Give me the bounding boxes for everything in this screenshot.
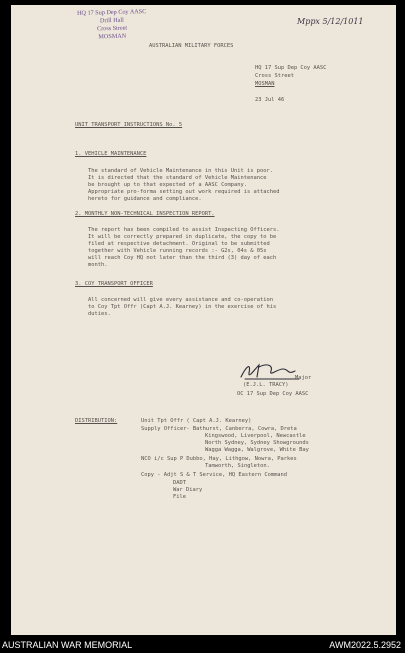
section-1-heading: 1. VEHICLE MAINTENANCE [75, 151, 147, 157]
section-2-line: filed at respective detachment. Original to be submitted [88, 241, 270, 247]
section-3-heading: 3. COY TRANSPORT OFFICER [75, 281, 153, 287]
address-line-1: HQ 17 Sup Dep Coy AASC [255, 65, 327, 71]
distribution-line: Tamworth, Singleton. [205, 463, 270, 469]
handwritten-ref: Mppx 5/12/1011 [297, 17, 364, 26]
section-1-line: be brought up to that expected of a AASC Company. [88, 182, 248, 188]
distribution-line: Wagga Wagga, Walgrove, White Bay [205, 447, 309, 453]
section-3-line: to Coy Tpt Offr (Capt A.J. Kearney) in the exercise of his [88, 304, 277, 310]
section-1-line: Appropriate pro-forma setting out work required is attached [88, 189, 280, 195]
document-page [11, 5, 396, 635]
unit-stamp [64, 8, 161, 43]
stamp-line: HQ 17 Sup Dep Coy AASC [76, 8, 147, 17]
stamp-line: MOSMAN [98, 32, 127, 41]
section-2-line: The report has been compiled to assist Inspecting Officers. [88, 227, 280, 233]
signatory-role: OC 17 Sup Dep Coy AASC [237, 391, 309, 397]
distribution-line: Kingswood, Liverpool, Newcastle [205, 433, 306, 439]
distribution-line: War Diary [173, 487, 203, 493]
distribution-line: North Sydney, Sydney Showgrounds [205, 440, 309, 446]
section-3-line: duties. [88, 311, 111, 317]
stamp-line: Drill Hall [99, 16, 124, 25]
section-2-line: will reach Coy HQ not later than the third (3) day of each [88, 255, 277, 261]
org-header: AUSTRALIAN MILITARY FORCES [149, 43, 234, 49]
section-2-line: It will be correctly prepared in duplicate, the copy to be [88, 234, 277, 240]
section-3-line: All concerned will give every assistance and co-operation [88, 297, 273, 303]
distribution-line: DADT [173, 480, 186, 486]
section-2-line: month. [88, 262, 108, 268]
distribution-line: File [173, 494, 186, 500]
stamp-line: Cross Street [96, 24, 128, 33]
address-line-2: Cross Street [255, 73, 294, 79]
section-1-line: hereto for guidance and compliance. [88, 196, 202, 202]
distribution-label: DISTRIBUTION: [75, 418, 118, 424]
section-1-line: It is directed that the standard of Vehicle Maintenance [88, 175, 267, 181]
archive-footer [0, 637, 405, 653]
signatory-name: (E.J.L. TRACY) [243, 382, 289, 388]
letter-date: 23 Jul 46 [255, 97, 285, 103]
distribution-line: Supply Officer- Bathurst, Canberra, Cowra, Dreta [141, 426, 297, 432]
address-line-3: MOSMAN [255, 81, 275, 87]
distribution-line: NCO i/c Sup P Dubbo, Hay, Lithgow, Nowra, Parkes [141, 456, 297, 462]
archive-name: AUSTRALIAN WAR MEMORIAL [2, 640, 133, 650]
signatory-rank: Major [295, 375, 312, 381]
distribution-line: Copy - Adjt S & T Service, HQ Eastern Command [141, 472, 288, 478]
document-title: UNIT TRANSPORT INSTRUCTIONS No. 5 [75, 122, 183, 128]
section-1-line: The standard of Vehicle Maintenance in this Unit is poor. [88, 168, 273, 174]
archive-accession-number: AWM2022.5.2952 [329, 640, 401, 650]
section-2-heading: 2. MONTHLY NON-TECHNICAL INSPECTION REPORT. [75, 211, 215, 217]
section-2-line: together with Vehicle running records :- G2s, 04s & 05s [88, 248, 267, 254]
distribution-line: Unit Tpt Offr ( Capt A.J. Kearney) [141, 418, 252, 424]
